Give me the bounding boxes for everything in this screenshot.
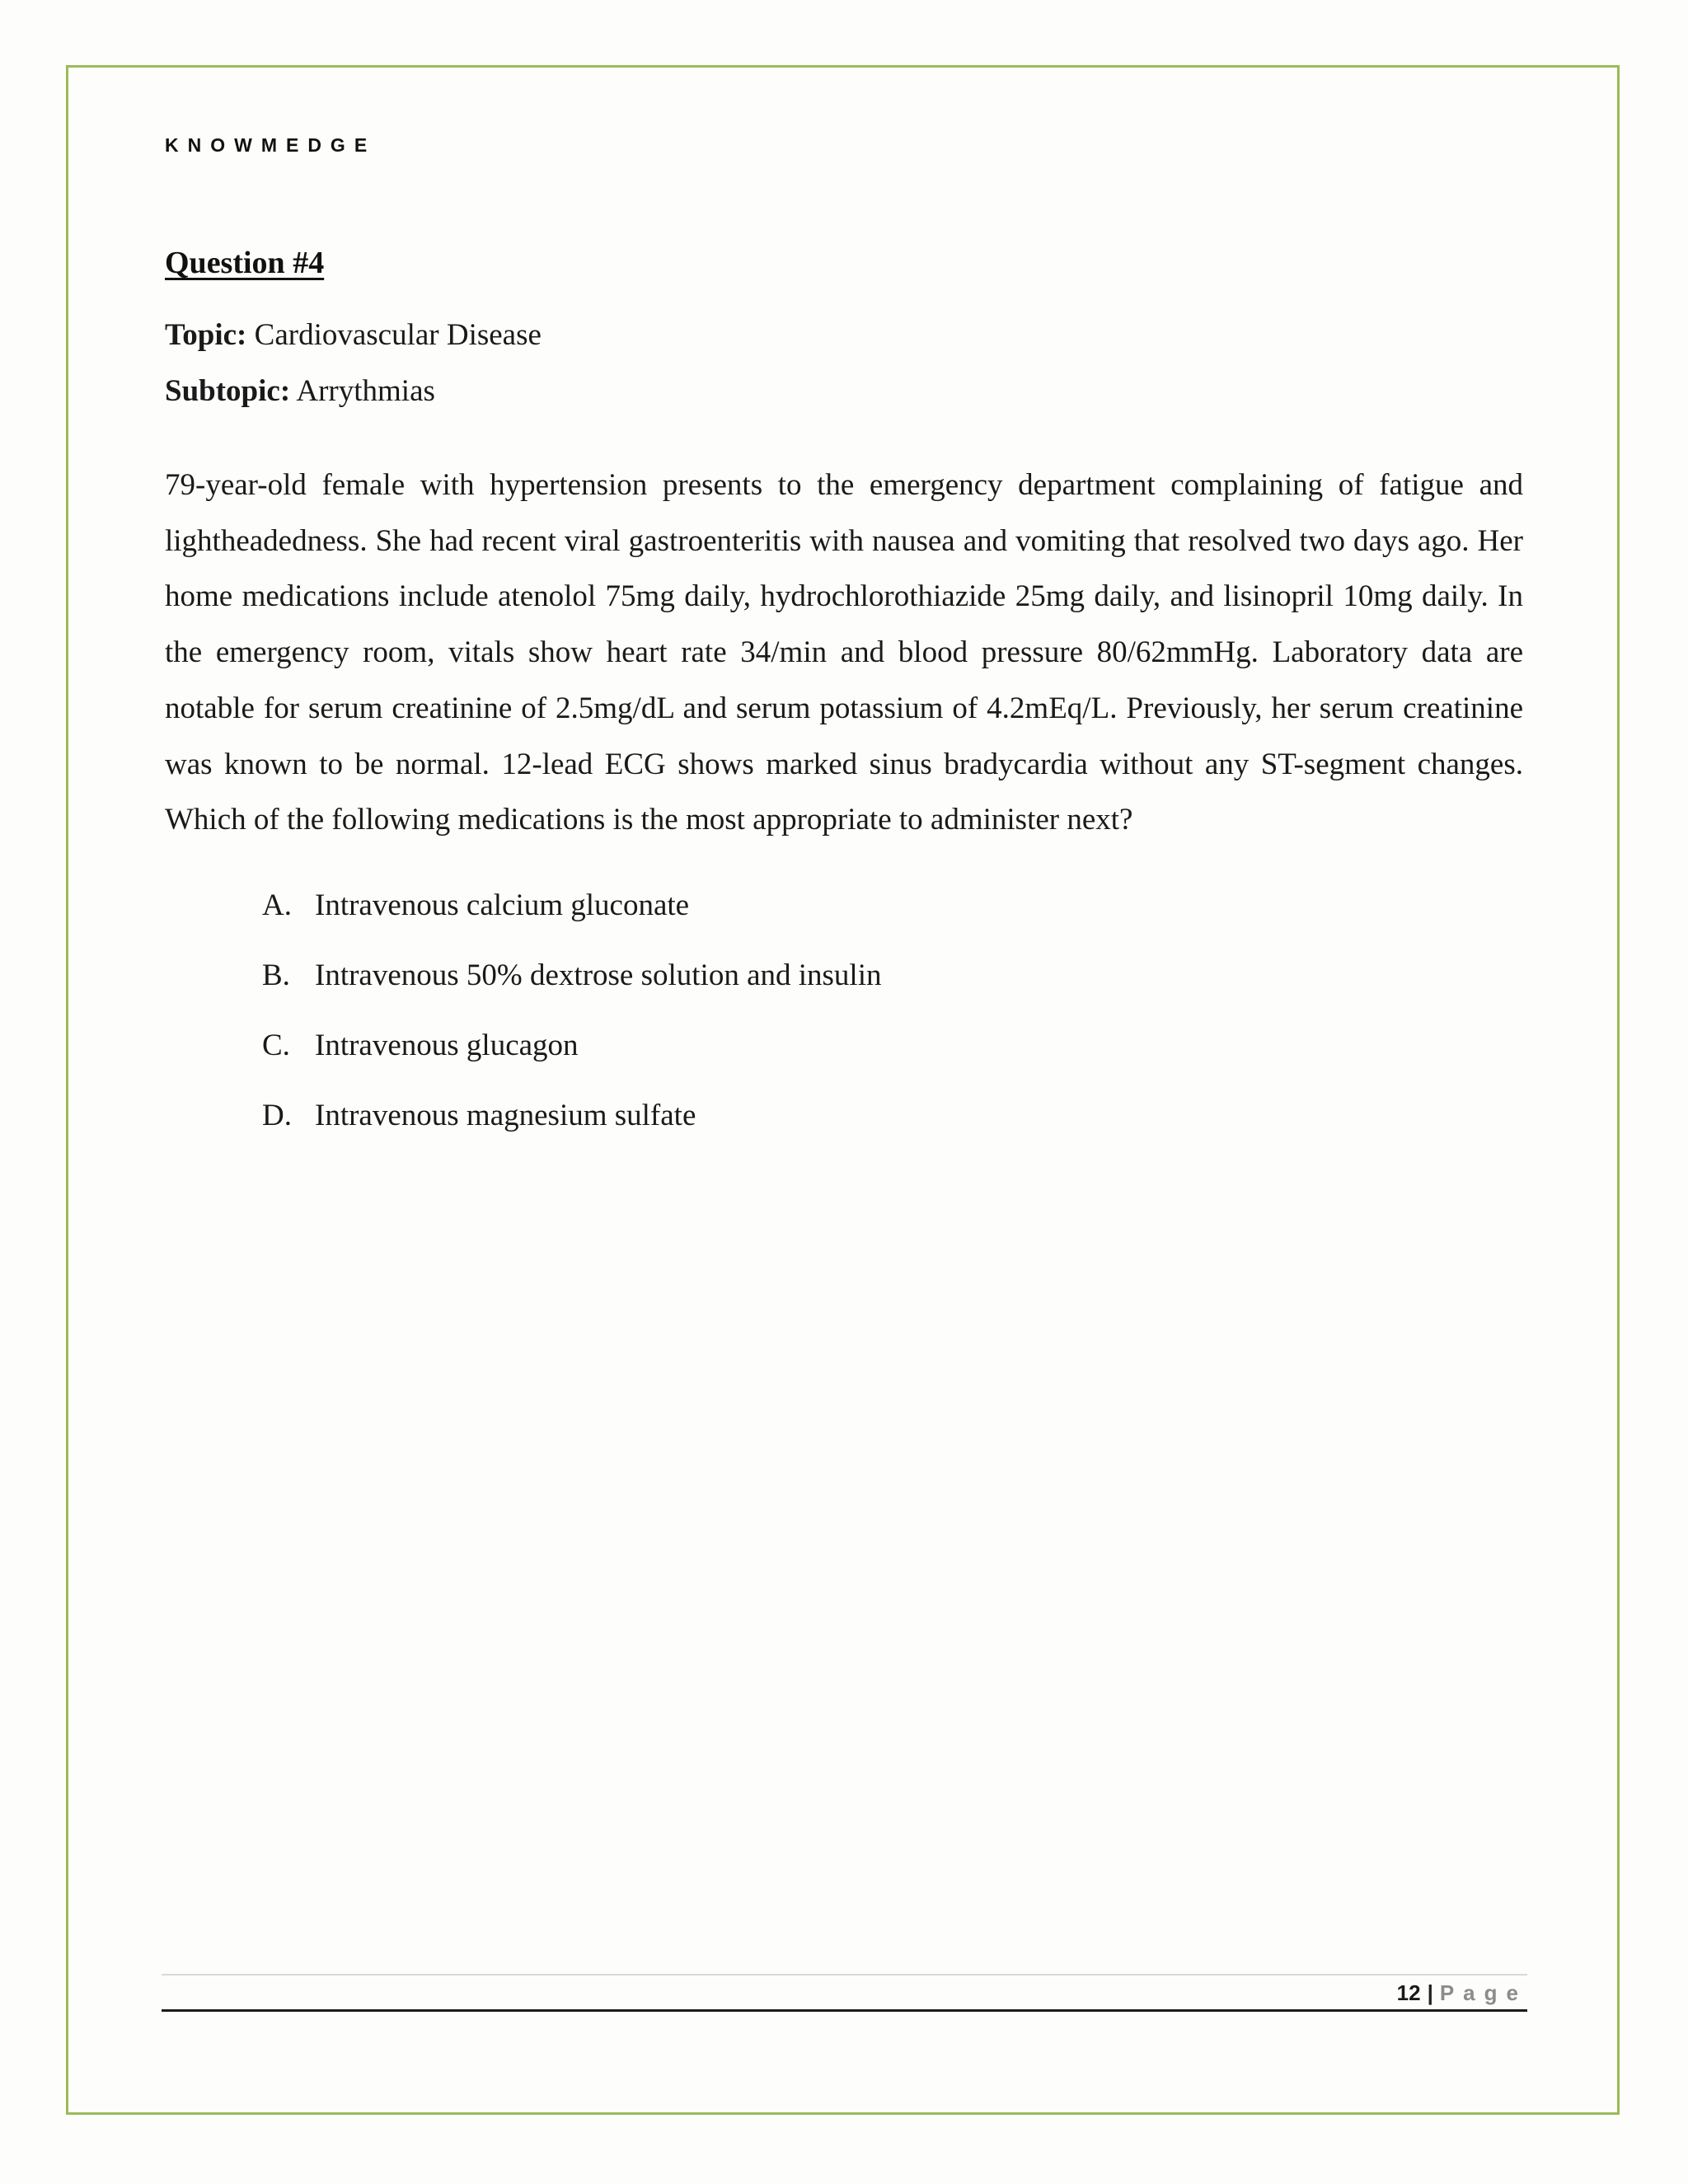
page-word: Page — [1439, 1980, 1527, 2005]
answer-option-c — [262, 1018, 881, 1088]
topic-value: Cardiovascular Disease — [254, 318, 542, 352]
option-text: Intravenous glucagon — [315, 1029, 579, 1062]
answer-option-a — [262, 878, 881, 948]
option-text: Intravenous calcium gluconate — [315, 888, 690, 922]
footer-divider-light — [162, 1974, 1527, 1975]
page-separator: | — [1427, 1980, 1433, 2005]
subtopic-value: Arrythmias — [296, 374, 435, 408]
answer-options — [262, 878, 881, 1158]
header-brand: KNOWMEDGE — [165, 134, 377, 156]
answer-option-d — [262, 1088, 881, 1158]
question-stem: 79-year-old female with hypertension presents to the emergency department complaining of fatigue and lightheadedness. She had recent viral gastroenteritis with nausea and vomiting that resolved two days ago. Her home medications include atenolol 75mg daily, hydrochlorothiazide 25mg daily, and lisinopril 10mg daily. In the emergency room, vitals show heart rate 34/min and blood pressure 80/62mmHg. Laboratory data are notable for serum creatinine of 2.5mg/dL and serum potassium of 4.2mEq/L. Previously, her serum creatinine was known to be normal. 12-lead ECG shows marked sinus bradycardia without any ST-segment changes. Which of the following medications is the most appropriate to administer next? — [165, 468, 1523, 837]
topic-label: Topic: — [165, 318, 247, 352]
option-letter: B. — [262, 958, 290, 992]
subtopic-label: Subtopic: — [165, 374, 291, 408]
topic-line — [165, 317, 542, 353]
option-letter: A. — [262, 888, 292, 922]
subtopic-line — [165, 373, 435, 409]
page-number-footer — [1397, 1980, 1527, 2006]
option-text: Intravenous magnesium sulfate — [315, 1099, 696, 1132]
footer-divider — [162, 2009, 1527, 2012]
option-letter: D. — [262, 1099, 292, 1132]
option-letter: C. — [262, 1029, 290, 1062]
answer-option-b — [262, 948, 881, 1018]
page-number: 12 — [1396, 1980, 1421, 2005]
option-text: Intravenous 50% dextrose solution and insulin — [315, 958, 882, 992]
question-title: Question #4 — [165, 246, 325, 280]
